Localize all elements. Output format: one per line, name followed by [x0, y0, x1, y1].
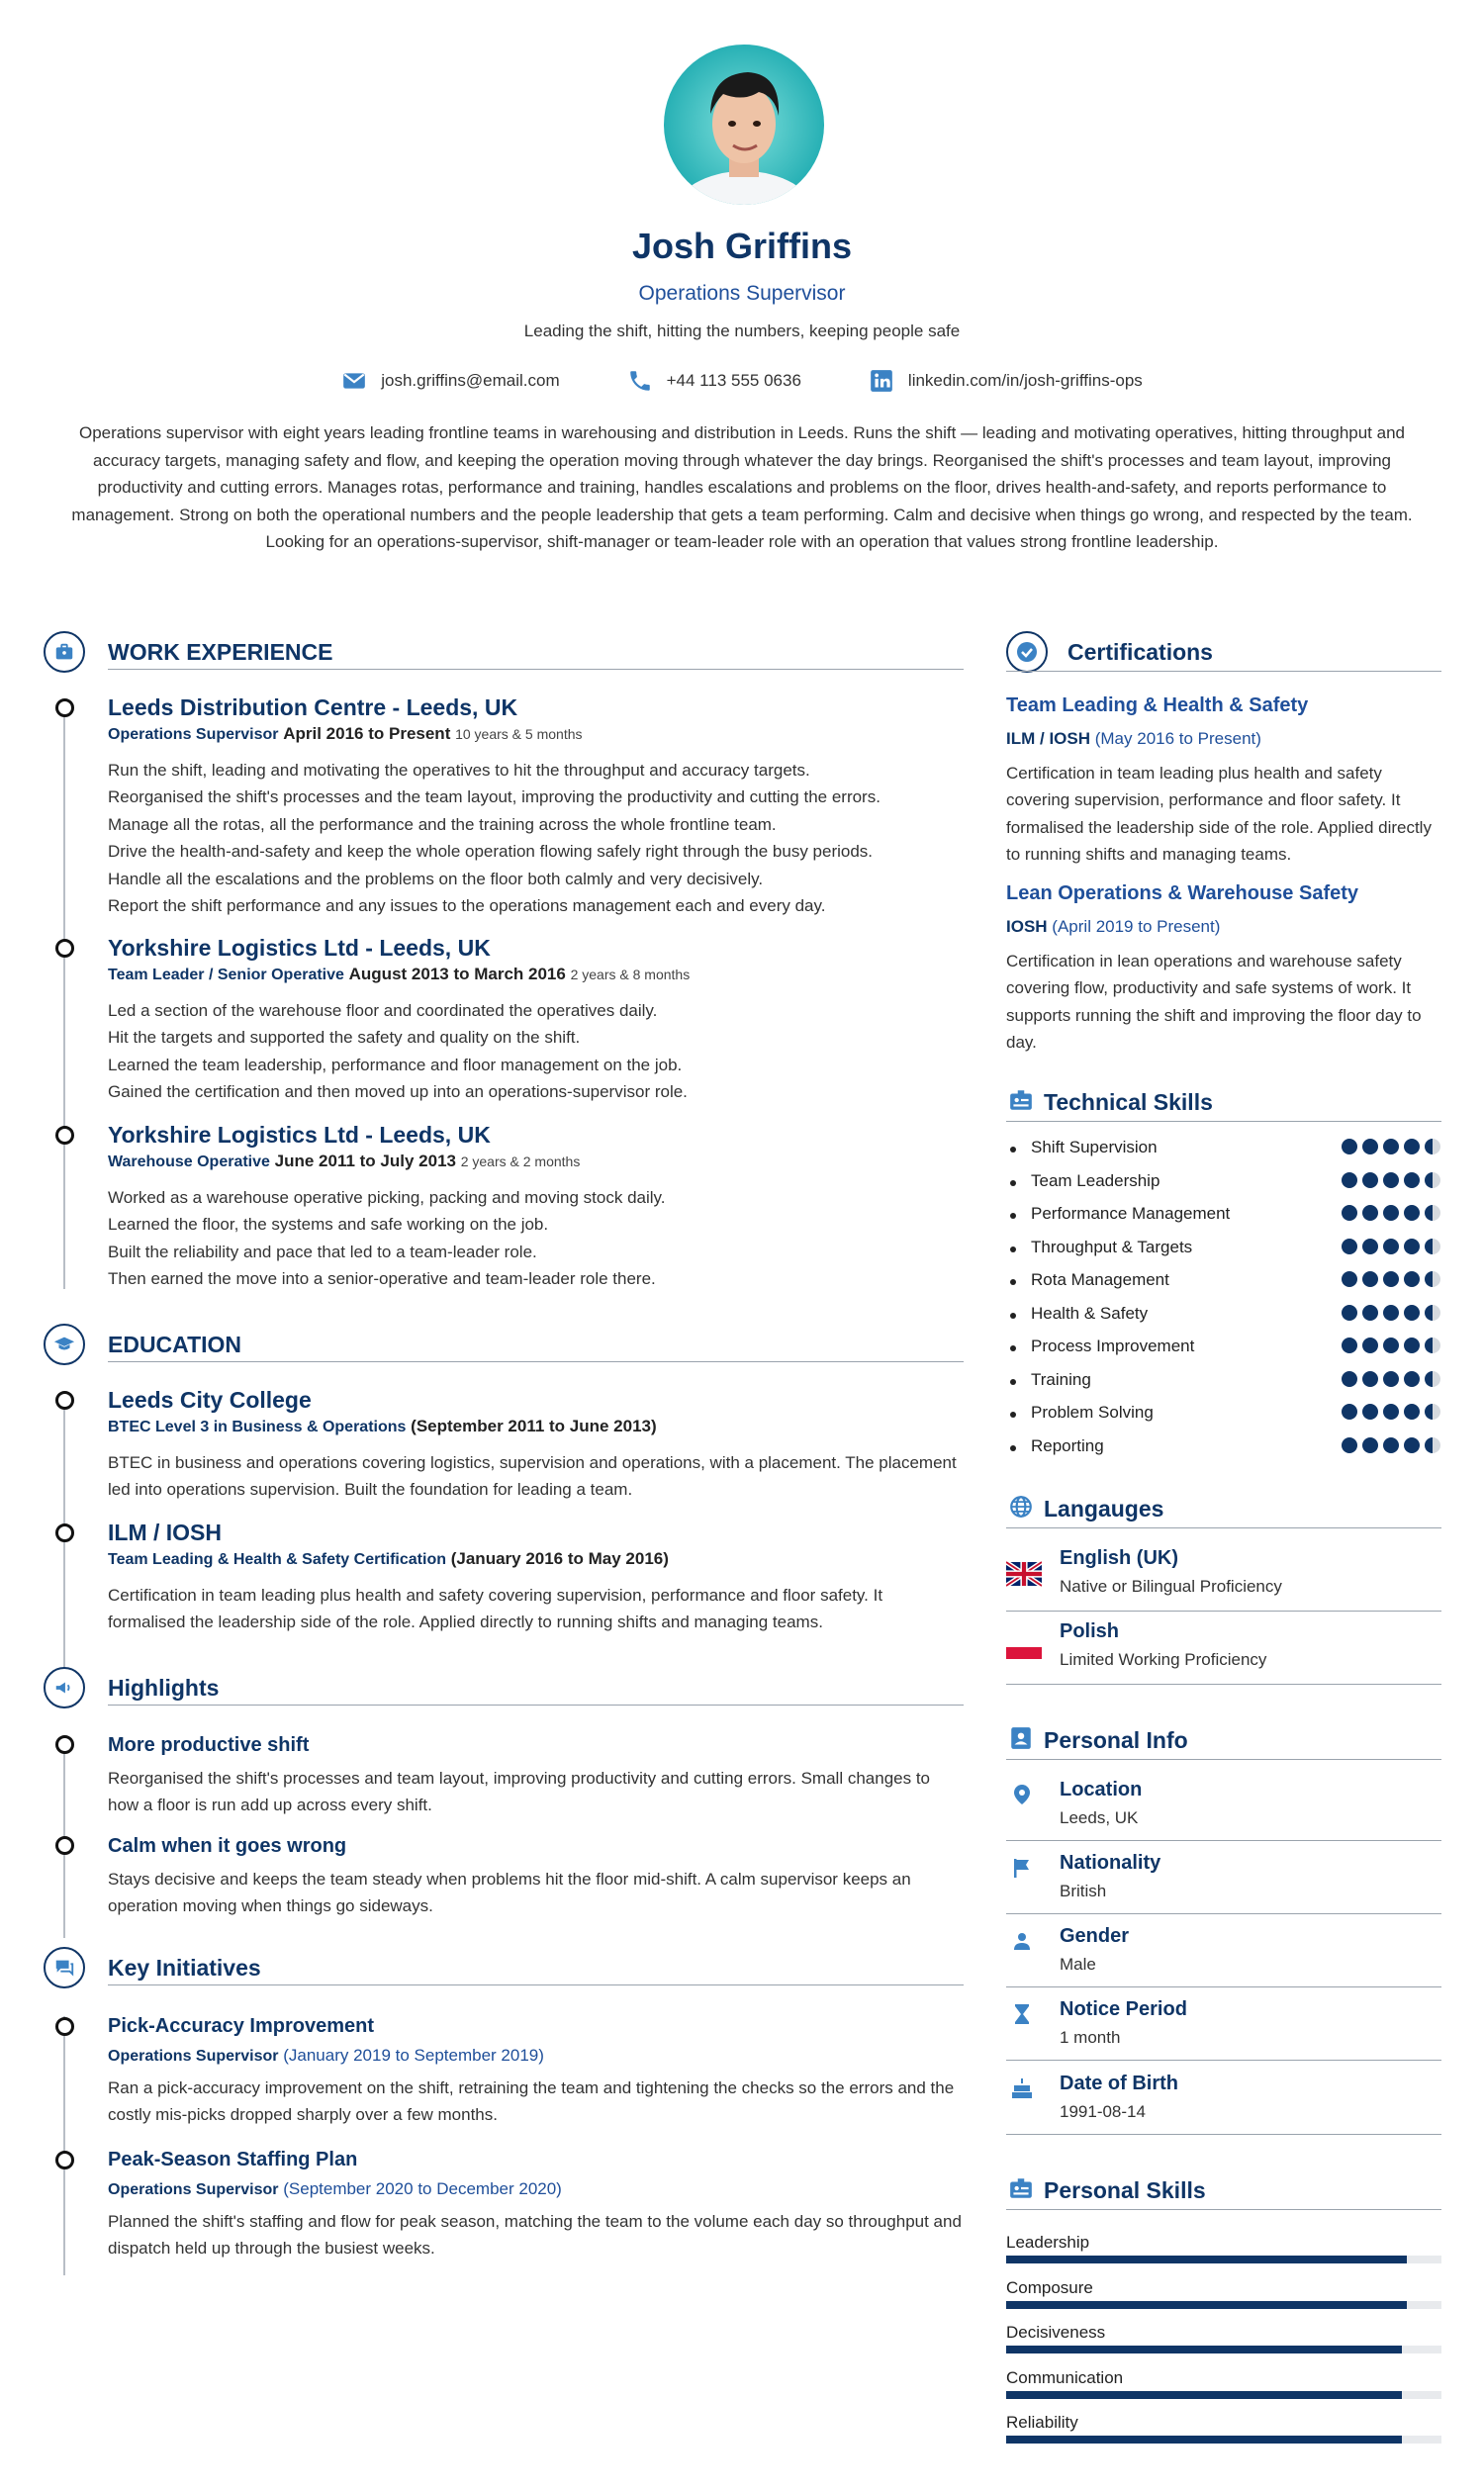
rating-dot: [1425, 1338, 1440, 1353]
rating-dot: [1404, 1371, 1420, 1387]
email-text: josh.griffins@email.com: [381, 371, 560, 390]
job-line: Worked as a warehouse operative picking, packing and moving stock daily.: [108, 1188, 666, 1207]
chat-icon: [44, 1947, 85, 1988]
divider: [1006, 1913, 1441, 1914]
skill-name: Throughput & Targets: [1031, 1237, 1193, 1256]
info-value: British: [1060, 1882, 1107, 1900]
timeline-dot: [55, 1735, 74, 1754]
job-dates: August 2013 to March 2016: [348, 965, 566, 983]
skill-name: Decisiveness: [1006, 2323, 1106, 2342]
rating-dot: [1383, 1205, 1399, 1221]
job-line: Learned the team leadership, performance and floor management on the job.: [108, 1055, 683, 1074]
personal-skill-item: [1006, 2322, 1441, 2344]
education-dates: (September 2011 to June 2013): [411, 1417, 657, 1435]
job-line: Then earned the move into a senior-operative and team-leader role there.: [108, 1269, 656, 1289]
rating-dot: [1425, 1305, 1440, 1321]
job-line: Learned the floor, the systems and safe working on the job.: [108, 1215, 549, 1235]
skill-rating: [1342, 1338, 1440, 1353]
skill-rating: [1342, 1404, 1440, 1420]
initiative-meta: [108, 2044, 964, 2069]
graduation-cap-icon: [44, 1324, 85, 1365]
rating-dot: [1425, 1404, 1440, 1420]
rating-dot: [1342, 1205, 1357, 1221]
job-description: [108, 1184, 964, 1293]
technical-skill-item: [1006, 1434, 1441, 1467]
personal-info-header: [1006, 1719, 1441, 1763]
rating-dot: [1362, 1205, 1378, 1221]
contact-bar: [0, 368, 1484, 394]
skill-name: Leadership: [1006, 2233, 1090, 2252]
person-icon: [1010, 1929, 1034, 1953]
skill-name: Shift Supervision: [1031, 1138, 1158, 1156]
certifications-header: [1006, 631, 1441, 675]
language-name: English (UK): [1060, 1547, 1178, 1569]
rating-dot: [1404, 1271, 1420, 1287]
skill-rating: [1342, 1205, 1440, 1221]
profile-summary: Operations supervisor with eight years leading frontline teams in warehousing and distribution in Leeds. Runs the shift — leading and motivating operatives, hitting throughput and accuracy targets, managing safety and flow, and keeping the operation moving through whatever the day brings. Reorganised the shift's processes and team layout, improving productivity and cutting errors. Manages rotas, performance and training, handles escalations and problems on the floor, drives health-and-safety, and reports performance to management. Strong on both the operational numbers and the people leadership that gets a team performing. Calm and decisive when things go wrong, and respected by the team. Looking for an operations-supervisor, shift-manager or team-leader role with an operation that values strong frontline leadership.: [71, 423, 1413, 552]
skill-name: Problem Solving: [1031, 1403, 1154, 1422]
rating-dot: [1342, 1437, 1357, 1453]
job-position: Warehouse Operative: [108, 1153, 270, 1170]
skill-rating: [1342, 1172, 1440, 1188]
skill-bar-track: [1006, 2256, 1441, 2263]
job-line: Gained the certification and then moved up into an operations-supervisor role.: [108, 1082, 688, 1102]
skill-rating: [1342, 1239, 1440, 1254]
job-position: Team Leader / Senior Operative: [108, 967, 344, 983]
work-experience-title: WORK EXPERIENCE: [108, 639, 333, 665]
initiative-entry: [108, 2012, 964, 2129]
education-meta: [108, 1415, 964, 1439]
certification-body: Certification in team leading plus health and safety covering supervision, performance and floor safety. It formalised the leadership side of the role. Applied directly to running shifts and managing teams.: [1006, 764, 1432, 865]
rating-dot: [1404, 1437, 1420, 1453]
languages-header: [1006, 1488, 1441, 1531]
technical-skill-item: [1006, 1335, 1441, 1367]
divider: [1006, 1527, 1441, 1528]
skill-bar-track: [1006, 2436, 1441, 2444]
skill-name: Reliability: [1006, 2413, 1078, 2432]
location-pin-icon: [1010, 1783, 1034, 1806]
info-label: Gender: [1060, 1925, 1130, 1947]
rating-dot: [1425, 1239, 1440, 1254]
bullet: [1010, 1313, 1016, 1319]
job-duration: 2 years & 8 months: [570, 967, 691, 982]
hourglass-icon: [1010, 2002, 1034, 2026]
technical-skills-title: Technical Skills: [1044, 1089, 1213, 1115]
rating-dot: [1383, 1139, 1399, 1154]
skill-rating: [1342, 1305, 1440, 1321]
initiative-entry: [108, 2146, 964, 2262]
skill-rating: [1342, 1437, 1440, 1453]
rating-dot: [1362, 1172, 1378, 1188]
rating-dot: [1362, 1239, 1378, 1254]
certification-entry: [1006, 878, 1441, 1057]
skill-bar-fill: [1006, 2301, 1407, 2309]
contact-email[interactable]: [341, 368, 559, 394]
timeline-dot: [55, 1523, 74, 1542]
rating-dot: [1342, 1371, 1357, 1387]
skill-name: Composure: [1006, 2277, 1093, 2297]
bullet: [1010, 1445, 1016, 1451]
job-duration: 10 years & 5 months: [455, 726, 583, 742]
rating-dot: [1342, 1404, 1357, 1420]
rating-dot: [1362, 1271, 1378, 1287]
rating-dot: [1425, 1437, 1440, 1453]
id-badge-icon: [1008, 1087, 1034, 1113]
job-duration: 2 years & 2 months: [460, 1153, 581, 1169]
issuer-name: ILM / IOSH: [1006, 729, 1090, 748]
initiative-meta: [108, 2177, 964, 2202]
job-line: Built the reliability and pace that led to a team-leader role.: [108, 1242, 537, 1261]
candidate-tagline: Leading the shift, hitting the numbers, keeping people safe: [523, 322, 961, 340]
rating-dot: [1425, 1139, 1440, 1154]
phone-icon: [627, 368, 653, 394]
skill-rating: [1342, 1139, 1440, 1154]
degree: Team Leading & Health & Safety Certification: [108, 1551, 446, 1568]
uk-flag-icon: [1006, 1561, 1042, 1587]
info-value: Male: [1060, 1955, 1096, 1974]
skill-bar-track: [1006, 2301, 1441, 2309]
education-description: Certification in team leading plus health and safety covering supervision, performance and floor safety. It formalised the leadership side of the role. Applied directly to running shifts and managing teams.: [108, 1586, 883, 1632]
divider: [108, 1361, 964, 1362]
verified-badge-icon: [1006, 631, 1048, 673]
rating-dot: [1342, 1139, 1357, 1154]
personal-skill-item: [1006, 2367, 1441, 2389]
work-entry: [108, 933, 964, 1106]
timeline-dot: [55, 2017, 74, 2036]
education-dates: (January 2016 to May 2016): [450, 1549, 669, 1568]
rating-dot: [1425, 1172, 1440, 1188]
skill-bar-fill: [1006, 2346, 1402, 2353]
timeline-dot: [55, 939, 74, 958]
initiatives-header: [44, 1947, 964, 1988]
certification-title: Lean Operations & Warehouse Safety: [1006, 882, 1359, 904]
certification-dates: (April 2019 to Present): [1052, 917, 1221, 936]
rating-dot: [1342, 1239, 1357, 1254]
skill-name: Rota Management: [1031, 1270, 1169, 1289]
school-name: Leeds City College: [108, 1387, 312, 1413]
bullet: [1010, 1412, 1016, 1418]
language-level: Limited Working Proficiency: [1060, 1650, 1267, 1669]
info-value: 1 month: [1060, 2028, 1121, 2047]
education-title: EDUCATION: [108, 1332, 242, 1357]
education-entry: [108, 1385, 964, 1504]
info-label: Date of Birth: [1060, 2073, 1178, 2094]
skill-rating: [1342, 1271, 1440, 1287]
certifications-title: Certifications: [1067, 639, 1213, 665]
phone-text: +44 113 555 0636: [666, 371, 801, 390]
divider: [1006, 671, 1441, 672]
degree: BTEC Level 3 in Business & Operations: [108, 1419, 407, 1435]
flag-icon: [1010, 1856, 1034, 1880]
rating-dot: [1383, 1305, 1399, 1321]
job-line: Hit the targets and supported the safety and quality on the shift.: [108, 1028, 581, 1048]
briefcase-icon: [44, 631, 85, 673]
rating-dot: [1383, 1437, 1399, 1453]
technical-skill-item: [1006, 1169, 1441, 1202]
rating-dot: [1362, 1371, 1378, 1387]
info-label: Nationality: [1060, 1852, 1161, 1874]
highlight-body: Reorganised the shift's processes and team layout, improving productivity and cutting errors. Small changes to how a floor is run add up across every shift.: [108, 1769, 930, 1815]
initiative-role: Operations Supervisor: [108, 2048, 279, 2065]
rating-dot: [1404, 1139, 1420, 1154]
company-name: Yorkshire Logistics Ltd - Leeds, UK: [108, 935, 491, 961]
highlights-header: [44, 1667, 964, 1708]
skill-name: Communication: [1006, 2367, 1124, 2387]
technical-skill-item: [1006, 1236, 1441, 1268]
highlight-title: Calm when it goes wrong: [108, 1835, 347, 1857]
certification-issuer: [1006, 914, 1441, 940]
technical-skill-item: [1006, 1136, 1441, 1168]
job-meta: [108, 1150, 964, 1174]
skill-bar-fill: [1006, 2256, 1407, 2263]
job-dates: April 2016 to Present: [283, 724, 451, 743]
job-dates: June 2011 to July 2013: [274, 1152, 456, 1170]
rating-dot: [1383, 1239, 1399, 1254]
company-name: Yorkshire Logistics Ltd - Leeds, UK: [108, 1122, 491, 1148]
rating-dot: [1425, 1371, 1440, 1387]
rating-dot: [1404, 1205, 1420, 1221]
rating-dot: [1342, 1305, 1357, 1321]
timeline-dot: [55, 2151, 74, 2169]
rating-dot: [1404, 1404, 1420, 1420]
work-experience-header: [44, 631, 964, 673]
bullet: [1010, 1345, 1016, 1351]
timeline-dot: [55, 1836, 74, 1855]
issuer-name: IOSH: [1006, 917, 1048, 936]
technical-skill-item: [1006, 1268, 1441, 1301]
globe-icon: [1008, 1494, 1034, 1520]
poland-flag-icon: [1006, 1634, 1042, 1660]
id-badge-icon: [1008, 2175, 1034, 2201]
education-entry: [108, 1518, 964, 1636]
initiative-body: Planned the shift's staffing and flow for peak season, matching the team to the volume each day so throughput and dispatch held up through the busiest weeks.: [108, 2212, 962, 2259]
skill-bar-track: [1006, 2391, 1441, 2399]
bullet: [1010, 1379, 1016, 1385]
rating-dot: [1362, 1404, 1378, 1420]
megaphone-icon: [44, 1667, 85, 1708]
rating-dot: [1362, 1338, 1378, 1353]
personal-skills-title: Personal Skills: [1044, 2177, 1206, 2203]
initiative-body: Ran a pick-accuracy improvement on the shift, retraining the team and tightening the checks so the errors and the costly mis-picks dropped sharply over a few months.: [108, 2078, 955, 2125]
rating-dot: [1362, 1305, 1378, 1321]
initiatives-title: Key Initiatives: [108, 1955, 261, 1981]
work-entry: [108, 1120, 964, 1293]
technical-skill-item: [1006, 1202, 1441, 1235]
divider: [108, 1705, 964, 1706]
email-icon: [341, 368, 367, 394]
job-line: Reorganised the shift's processes and the team layout, improving the productivity and cutting the errors.: [108, 787, 881, 807]
highlight-title: More productive shift: [108, 1734, 310, 1756]
divider: [108, 669, 964, 670]
skill-bar-track: [1006, 2346, 1441, 2353]
highlights-title: Highlights: [108, 1675, 220, 1701]
skill-name: Process Improvement: [1031, 1337, 1195, 1355]
personal-skill-item: [1006, 2232, 1441, 2254]
rating-dot: [1383, 1404, 1399, 1420]
rating-dot: [1383, 1338, 1399, 1353]
rating-dot: [1425, 1271, 1440, 1287]
school-name: ILM / IOSH: [108, 1520, 222, 1545]
contact-card-icon: [1008, 1725, 1034, 1751]
language-name: Polish: [1060, 1620, 1120, 1642]
divider: [1006, 1684, 1441, 1685]
rating-dot: [1383, 1371, 1399, 1387]
divider: [1006, 2209, 1441, 2210]
divider: [1006, 2134, 1441, 2135]
divider: [1006, 1840, 1441, 1841]
contact-linkedin[interactable]: [869, 368, 1143, 394]
work-timeline: [63, 700, 65, 1289]
bullet: [1010, 1213, 1016, 1219]
skill-bar-fill: [1006, 2391, 1402, 2399]
bullet: [1010, 1279, 1016, 1285]
divider: [1006, 1121, 1441, 1122]
timeline-dot: [55, 1391, 74, 1410]
education-meta: [108, 1547, 964, 1572]
personal-skills-header: [1006, 2169, 1441, 2213]
job-line: Run the shift, leading and motivating the operatives to hit the throughput and accuracy targets.: [108, 761, 810, 780]
rating-dot: [1404, 1305, 1420, 1321]
highlight-body: Stays decisive and keeps the team steady when problems hit the floor mid-shift. A calm supervisor keeps an operation moving when things go sideways.: [108, 1870, 911, 1916]
skill-name: Team Leadership: [1031, 1170, 1160, 1190]
rating-dot: [1342, 1338, 1357, 1353]
technical-skill-item: [1006, 1302, 1441, 1335]
profile-photo: [664, 45, 824, 205]
bullet: [1010, 1147, 1016, 1153]
certification-entry: [1006, 691, 1441, 869]
language-level: Native or Bilingual Proficiency: [1060, 1577, 1282, 1596]
education-description: BTEC in business and operations covering logistics, supervision and operations, with a placement. The placement led into operations supervision. Built the foundation for leading a team.: [108, 1453, 957, 1500]
divider: [1006, 1611, 1441, 1612]
rating-dot: [1342, 1271, 1357, 1287]
job-line: Drive the health-and-safety and keep the whole operation flowing safely right through the busy periods.: [108, 842, 874, 862]
info-label: Location: [1060, 1779, 1143, 1800]
job-line: Report the shift performance and any issues to the operations management each and every day.: [108, 896, 826, 916]
job-meta: [108, 722, 964, 747]
skill-name: Reporting: [1031, 1435, 1104, 1455]
technical-skill-item: [1006, 1401, 1441, 1433]
candidate-role: Operations Supervisor: [638, 282, 846, 305]
linkedin-icon: [869, 368, 894, 394]
divider: [1006, 1759, 1441, 1760]
bullet: [1010, 1180, 1016, 1186]
divider: [1006, 1986, 1441, 1987]
certification-body: Certification in lean operations and warehouse safety covering flow, productivity and safe systems of work. It supports running the shift and improving the floor day to day.: [1006, 952, 1422, 1053]
rating-dot: [1383, 1172, 1399, 1188]
rating-dot: [1362, 1437, 1378, 1453]
job-description: [108, 997, 964, 1106]
initiative-dates: (September 2020 to December 2020): [283, 2179, 562, 2198]
skill-name: Health & Safety: [1031, 1303, 1149, 1323]
technical-skills-header: [1006, 1081, 1441, 1125]
highlight-entry: [108, 1731, 964, 1819]
technical-skill-item: [1006, 1368, 1441, 1401]
info-label: Notice Period: [1060, 1998, 1187, 2020]
highlight-entry: [108, 1832, 964, 1920]
rating-dot: [1342, 1172, 1357, 1188]
info-value: Leeds, UK: [1060, 1808, 1139, 1827]
rating-dot: [1362, 1139, 1378, 1154]
rating-dot: [1404, 1239, 1420, 1254]
initiative-dates: (January 2019 to September 2019): [283, 2046, 544, 2065]
skill-bar-fill: [1006, 2436, 1402, 2444]
timeline-dot: [55, 1126, 74, 1145]
certification-title: Team Leading & Health & Safety: [1006, 694, 1309, 716]
rating-dot: [1404, 1172, 1420, 1188]
bullet: [1010, 1246, 1016, 1252]
initiative-title: Peak-Season Staffing Plan: [108, 2149, 358, 2170]
divider: [1006, 2060, 1441, 2061]
job-line: Manage all the rotas, all the performance and the training across the whole frontline team.: [108, 814, 777, 834]
cake-icon: [1010, 2076, 1034, 2100]
initiative-title: Pick-Accuracy Improvement: [108, 2015, 375, 2037]
job-description: [108, 757, 964, 919]
languages-title: Langauges: [1044, 1496, 1164, 1522]
job-position: Operations Supervisor: [108, 726, 279, 743]
initiative-role: Operations Supervisor: [108, 2181, 279, 2198]
job-line: Handle all the escalations and the problems on the floor both calmly and very decisively.: [108, 869, 764, 888]
contact-phone[interactable]: [627, 368, 801, 394]
divider: [108, 1984, 964, 1985]
candidate-name: Josh Griffins: [631, 226, 853, 266]
company-name: Leeds Distribution Centre - Leeds, UK: [108, 694, 518, 720]
initiatives-timeline: [63, 2016, 65, 2275]
skill-rating: [1342, 1371, 1440, 1387]
education-header: [44, 1324, 964, 1365]
timeline-dot: [55, 698, 74, 717]
job-line: Led a section of the warehouse floor and coordinated the operatives daily.: [108, 1001, 658, 1020]
rating-dot: [1404, 1338, 1420, 1353]
linkedin-text: linkedin.com/in/josh-griffins-ops: [907, 371, 1143, 390]
info-value: 1991-08-14: [1060, 2102, 1146, 2121]
certification-issuer: [1006, 726, 1441, 752]
work-entry: [108, 692, 964, 919]
rating-dot: [1425, 1205, 1440, 1221]
skill-name: Performance Management: [1031, 1204, 1231, 1223]
skill-name: Training: [1031, 1369, 1091, 1389]
personal-skill-item: [1006, 2412, 1441, 2434]
personal-skill-item: [1006, 2277, 1441, 2299]
rating-dot: [1383, 1271, 1399, 1287]
job-meta: [108, 963, 964, 987]
personal-info-title: Personal Info: [1044, 1727, 1188, 1753]
certification-dates: (May 2016 to Present): [1094, 729, 1261, 748]
